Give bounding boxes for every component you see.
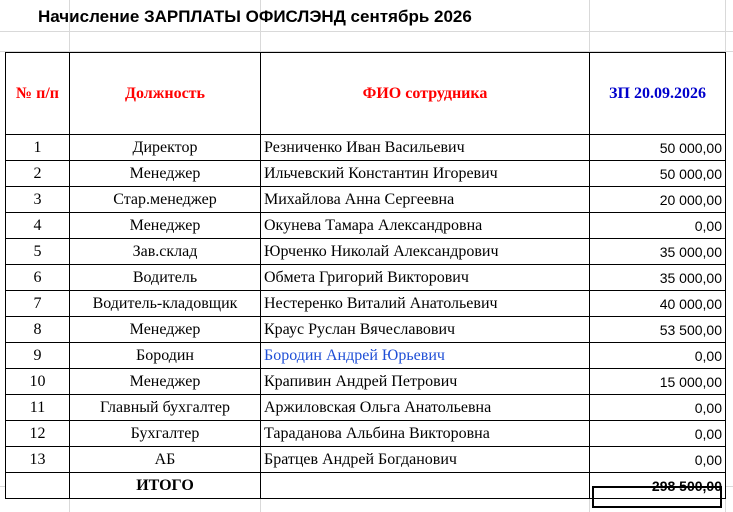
total-label[interactable]: ИТОГО <box>70 473 261 499</box>
cell-number[interactable]: 5 <box>6 239 70 265</box>
cell-position[interactable]: АБ <box>70 447 261 473</box>
cell-number[interactable]: 12 <box>6 421 70 447</box>
table-row <box>6 317 726 343</box>
cell-position[interactable]: Зав.склад <box>70 239 261 265</box>
cell-salary[interactable]: 20 000,00 <box>590 187 726 213</box>
total-salary[interactable]: 298 500,00 <box>590 473 726 499</box>
table-row <box>6 161 726 187</box>
table-row <box>6 265 726 291</box>
payroll-table <box>5 52 726 499</box>
cell-salary[interactable]: 0,00 <box>590 421 726 447</box>
cell-position[interactable]: Менеджер <box>70 213 261 239</box>
header-row <box>6 53 726 135</box>
table-row <box>6 187 726 213</box>
cell-employee-name[interactable]: Аржиловская Ольга Анатольевна <box>261 395 590 421</box>
cell-employee-name[interactable]: Резниченко Иван Васильевич <box>261 135 590 161</box>
cell-employee-name[interactable]: Юрченко Николай Александрович <box>261 239 590 265</box>
table-row <box>6 369 726 395</box>
cell-employee-name[interactable]: Михайлова Анна Сергеевна <box>261 187 590 213</box>
cell-salary[interactable]: 53 500,00 <box>590 317 726 343</box>
cell-position[interactable]: Менеджер <box>70 317 261 343</box>
cell-salary[interactable]: 15 000,00 <box>590 369 726 395</box>
cell-number[interactable]: 3 <box>6 187 70 213</box>
cell-salary[interactable]: 0,00 <box>590 343 726 369</box>
table-row <box>6 343 726 369</box>
cell-employee-name[interactable]: Окунева Тамара Александровна <box>261 213 590 239</box>
cell-employee-name[interactable]: Обмета Григорий Викторович <box>261 265 590 291</box>
cell-employee-name[interactable]: Ильчевский Константин Игоревич <box>261 161 590 187</box>
cell-position[interactable]: Стар.менеджер <box>70 187 261 213</box>
cell-position[interactable]: Менеджер <box>70 161 261 187</box>
cell-number[interactable]: 7 <box>6 291 70 317</box>
cell-number[interactable]: 11 <box>6 395 70 421</box>
cell-number[interactable]: 13 <box>6 447 70 473</box>
table-row <box>6 421 726 447</box>
table-row <box>6 135 726 161</box>
cell-position[interactable]: Директор <box>70 135 261 161</box>
table-row <box>6 447 726 473</box>
cell-employee-name[interactable]: Тараданова Альбина Викторовна <box>261 421 590 447</box>
cell-salary[interactable]: 0,00 <box>590 395 726 421</box>
cell-employee-name[interactable]: Бородин Андрей Юрьевич <box>261 343 590 369</box>
cell-number[interactable]: 2 <box>6 161 70 187</box>
cell-number[interactable]: 9 <box>6 343 70 369</box>
cell-salary[interactable]: 50 000,00 <box>590 161 726 187</box>
cell-salary[interactable]: 50 000,00 <box>590 135 726 161</box>
cell-number[interactable]: 4 <box>6 213 70 239</box>
cell-employee-name[interactable]: Братцев Андрей Богданович <box>261 447 590 473</box>
header-number[interactable]: № п/п <box>6 53 70 135</box>
cell-salary[interactable]: 0,00 <box>590 447 726 473</box>
cell-name-empty[interactable] <box>261 473 590 499</box>
cell-position[interactable]: Менеджер <box>70 369 261 395</box>
cell-number[interactable]: 8 <box>6 317 70 343</box>
header-employee-name[interactable]: ФИО сотрудника <box>261 53 590 135</box>
table-row <box>6 213 726 239</box>
cell-number[interactable]: 6 <box>6 265 70 291</box>
cell-position[interactable]: Водитель-кладовщик <box>70 291 261 317</box>
cell-salary[interactable]: 35 000,00 <box>590 265 726 291</box>
cell-salary[interactable]: 0,00 <box>590 213 726 239</box>
cell-salary[interactable]: 40 000,00 <box>590 291 726 317</box>
table-row <box>6 239 726 265</box>
cell-position[interactable]: Главный бухгалтер <box>70 395 261 421</box>
table-row <box>6 395 726 421</box>
cell-employee-name[interactable]: Нестеренко Виталий Анатольевич <box>261 291 590 317</box>
cell-number[interactable]: 1 <box>6 135 70 161</box>
table-row <box>6 291 726 317</box>
cell-number[interactable]: 10 <box>6 369 70 395</box>
cell-number-empty[interactable] <box>6 473 70 499</box>
header-salary[interactable]: ЗП 20.09.2026 <box>590 53 726 135</box>
cell-employee-name[interactable]: Краус Руслан Вячеславович <box>261 317 590 343</box>
cell-employee-name[interactable]: Крапивин Андрей Петрович <box>261 369 590 395</box>
cell-salary[interactable]: 35 000,00 <box>590 239 726 265</box>
cell-position[interactable]: Бородин <box>70 343 261 369</box>
header-position[interactable]: Должность <box>70 53 261 135</box>
selected-cell[interactable] <box>592 486 722 508</box>
cell-position[interactable]: Водитель <box>70 265 261 291</box>
sheet-title[interactable]: Начисление ЗАРПЛАТЫ ОФИСЛЭНД сентябрь 2026 <box>38 7 472 26</box>
cell-position[interactable]: Бухгалтер <box>70 421 261 447</box>
